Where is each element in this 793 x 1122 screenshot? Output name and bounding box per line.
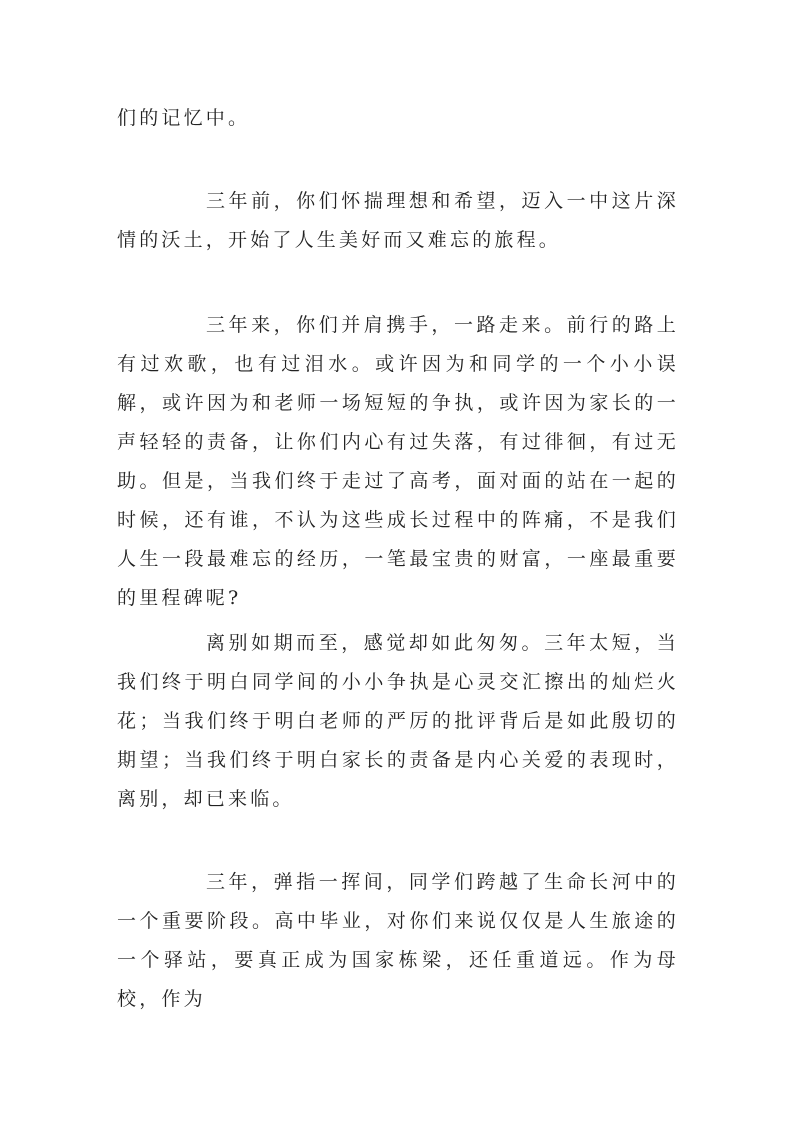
paragraph-three-years-ago: 三年前，你们怀揣理想和希望，迈入一中这片深情的沃土，开始了人生美好而又难忘的旅程。 bbox=[117, 190, 679, 251]
paragraph-continuation: 们的记忆中。 bbox=[117, 107, 251, 129]
paragraph-graduation: 三年，弹指一挥间，同学们跨越了生命长河中的一个重要阶段。高中毕业，对你们来说仅仅是人生旅途的一个驿站，要真正成为国家栋梁，还任重道远。作为母校，作为 bbox=[117, 871, 679, 1010]
paragraph-three-years-since: 三年来，你们并肩携手，一路走来。前行的路上有过欢歌，也有过泪水。或许因为和同学的一个小小误解，或许因为和老师一场短短的争执，或许因为家长的一声轻轻的责备，让你们内心有过失落，有过徘徊，有过无助。但是，当我们终于走过了高考，面对面的站在一起的时候，还有谁，不认为这些成长过程中的阵痛，不是我们人生一段最难忘的经历，一笔最宝贵的财富，一座最重要的里程碑呢? bbox=[117, 314, 679, 609]
paragraph-parting: 离别如期而至，感觉却如此匆匆。三年太短，当我们终于明白同学间的小小争执是心灵交汇擦出的灿烂火花；当我们终于明白老师的严厉的批评背后是如此殷切的期望；当我们终于明白家长的责备是内心关爱的表现时，离别，却已来临。 bbox=[117, 632, 679, 810]
